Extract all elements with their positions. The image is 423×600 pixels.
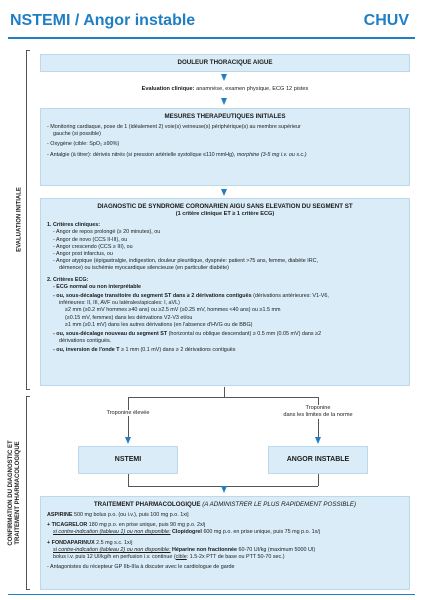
clinical-eval-text: anamnèse, examen physique, ECG 12 pistes [196,86,309,92]
initial-measures-box [40,108,410,186]
ecg-t-wave-text: ≥ 1 mm (0.1 mV) dans ≥ 2 dérivations contiguës [121,347,236,354]
nstemi-box: NSTEMI [78,446,178,474]
arrow-down-icon [125,437,131,444]
confirm-bracket [26,396,30,590]
clinical-eval-label: Evaluation clinique: [141,86,195,92]
drug-ticagrelor-dose: 180 mg p.o. en prise unique, puis 90 mg p.o. 2x/j [88,522,206,529]
drug-fondaparinux-alt: si contre-indication (tableau 2) ou non disponible: [53,546,171,553]
ecg-t-wave-bold: - ou, inversion de l'onde T [53,347,120,354]
side-label-confirm [8,408,22,578]
side-label-confirm-line2: TRAITEMENT PHARMACOLOGIQUE [15,441,21,545]
clinical-eval [40,86,410,92]
branch-stem [224,387,225,397]
ecg-new-st-bold: - ou, sous-décalage nouveau du segment ST [53,331,168,338]
drug-ticagrelor-name: + TICAGRELOR [47,522,88,529]
drug-heparin-dose3: : 1.5-2x PTT de base ou PTT 50-70 sec.) [186,554,285,561]
measure-oxygen: - Oxygène (cible: SpO₂ ≥90%) [47,141,120,148]
troponin-normal-line1: Troponine [305,405,331,411]
pharmaco-box [40,496,410,590]
clinical-criterion: - Angor crescendo (CCS ≥ III), ou [53,243,133,250]
header [0,0,423,40]
drug-ticagrelor [47,522,403,529]
drug-gp-antagonists: - Antagonistes du récepteur GP IIb-IIIa à discuter avec le cardiologue de garde [47,564,235,571]
side-label-eval: EVALUATION INITIALE [16,187,23,252]
arrow-down-icon [221,486,227,493]
drug-heparin-name: Héparine non fractionnée [171,546,237,553]
ecg-transient-leads-cont: inférieures: II, III, AVF ou latérales/apicales: I, aVL) [59,300,180,307]
drug-heparin-dose2: bolus i.v. puis 12 UI/kg/h en perfusion i.v. continue ( [53,554,176,561]
arrow-down-icon [221,98,227,105]
merge-right [318,474,319,486]
troponin-high-label: Troponine élevée [78,410,178,416]
ecg-new-st-text: (horizontal ou oblique descendant) ≥ 0.5 mm (0.05 mV) dans ≥2 [168,331,322,338]
drug-heparin-cible: cible [175,554,187,561]
ecg-transient-threshold: ≥2 mm (≥0.2 mV hommes ≥40 ans) ou ≥2.5 mV (≥0.25 mV, hommes <40 ans) ou ≥1.5 mm [65,307,281,314]
unstable-angina-box: ANGOR INSTABLE [268,446,368,474]
footer-rule [8,594,415,595]
page-title: NSTEMI / Angor instable [10,12,196,29]
clinical-criterion: - Angor atypique (épigastralgie, indigestion, douleur pleuritique, dyspnée: patient >75 ans, femme, diabète IRC, [53,258,319,265]
ecg-criterion-new-st [47,331,403,338]
troponin-normal-label [258,405,378,419]
drug-fondaparinux [47,540,403,547]
diagnosis-box [40,198,410,386]
pharmaco-title-note: (A ADMINISTRER LE PLUS RAPIDEMENT POSSIBLE) [202,501,357,508]
brand-logo: CHUV [363,12,409,29]
clinical-criterion: - Angor post infarctus, ou [53,251,113,258]
ecg-new-st-cont: dérivations contiguës. [59,338,112,345]
branch-left [128,397,129,437]
drug-heparin-dose: 60-70 UI/kg (maximum 5000 UI) [238,546,316,553]
arrow-down-icon [315,437,321,444]
pharmaco-title-text: TRAITEMENT PHARMACOLOGIQUE [93,501,201,508]
initial-measures-title: MESURES THERAPEUTIQUES INITIALES [164,113,286,120]
drug-clopidogrel-dose: 600 mg p.o. en prise unique, puis 75 mg p.o. 1x/j [203,529,321,536]
troponin-normal-line2: dans les limites de la norme [283,412,353,418]
diagnosis-title: DIAGNOSTIC DE SYNDROME CORONARIEN AIGU SANS ELEVATION DU SEGMENT ST [97,203,353,210]
drug-ticagrelor-alt: si contre-indication (tableau 1) ou non disponible: [53,529,171,536]
chest-pain-box [40,54,410,72]
eval-bracket [26,50,30,390]
ecg-criterion-normal: - ECG normal ou non interprétable [53,283,142,290]
drug-fondaparinux-name: + FONDAPARINUX [47,539,95,546]
drug-clopidogrel [47,529,403,536]
header-rule [8,37,415,39]
chest-pain-title: DOULEUR THORACIQUE AIGUE [177,59,273,66]
ecg-transient-bold: - ou, sous-décalage transitoire du segment ST dans ≥ 2 dérivations contiguës [53,293,252,300]
side-label-confirm-line1: CONFIRMATION DU DIAGNOSTIC ET [8,440,14,546]
measure-morphine: morphine (3-5 mg i.v. ou s.c.) [236,151,307,158]
ecg-criteria-title: 2. Critères ECG: [47,276,89,283]
ecg-criterion-transient [47,293,403,300]
diagnosis-subtitle: (1 critère clinique ET ≥ 1 critère ECG) [175,211,275,217]
drug-aspirin [47,512,403,519]
drug-clopidogrel-name: Clopidogrel [171,529,202,536]
drug-aspirin-dose: 500 mg bolus p.o. (ou i.v.), puis 100 mg p.o. 1x/j [73,512,189,518]
measure-monitoring-cont: gauche (si possible) [53,131,101,138]
measure-monitoring: - Monitoring cardiaque, pose de 1 (idéalement 2) voie(s) veineuse(s) périphérique(s) au membre supérieur [47,124,301,130]
ecg-transient-threshold-cont: (≥0.15 mV, femmes) dans les dérivations V2-V3 et/ou [65,314,193,321]
drug-heparin-cont [47,554,403,561]
clinical-criteria-title: 1. Critères cliniques: [47,222,101,229]
clinical-criterion: démence) ou ischémie myocardique silencieuse (en particulier diabète) [59,265,229,272]
arrow-down-icon [221,189,227,196]
ecg-criterion-t-wave [47,347,403,354]
branch-bar [128,397,318,398]
drug-fondaparinux-dose: 2.5 mg s.c. 1x/j [96,539,133,546]
clinical-criterion: - Angor de novo (CCS II-III), ou [53,236,128,243]
pharmaco-title [47,501,403,509]
ecg-transient-other: ≥1 mm (≥0.1 mV) dans les autres dérivations (en l'absence d'HVG ou de BBG) [65,321,253,328]
drug-aspirin-name: ASPIRINE [47,512,73,518]
merge-left [128,474,129,486]
measure-analgesia [47,152,403,159]
arrow-down-icon [221,74,227,81]
ecg-transient-leads: (dérivations antérieures: V1-V6, [253,293,329,300]
clinical-criterion: - Angor de repos prolongé (≥ 20 minutes), ou [53,229,161,236]
measure-analgesia-text: - Antalgie (à titrer): dérivés nitrés (si pression artérielle systolique ≤110 mmHg), [47,151,236,158]
drug-heparin [47,547,403,554]
